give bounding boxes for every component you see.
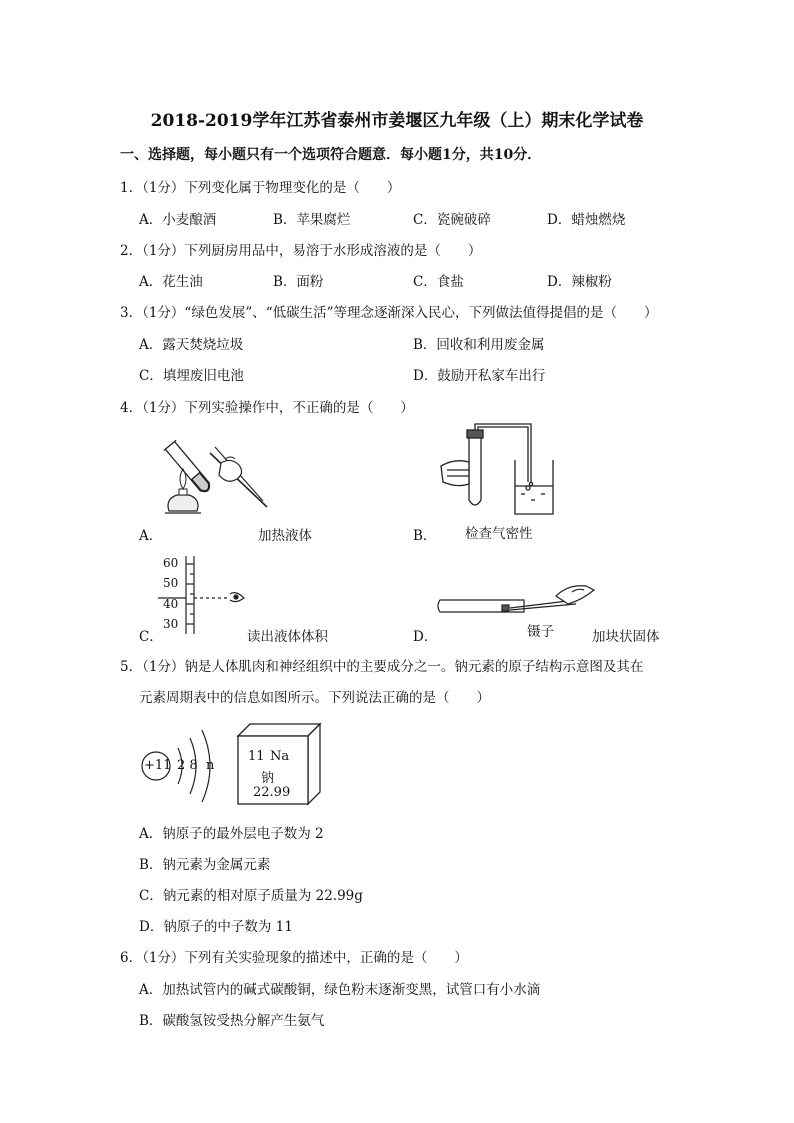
cell-symbol: Na [270,749,290,764]
q1-option-b: B．苹果腐烂 [273,212,351,228]
q4-d-tool-label: 镊子 [527,624,554,640]
q6-option-a: A．加热试管内的碱式碳酸铜，绿色粉末逐渐变黑，试管口有小水滴 [139,982,541,998]
q4-a-caption: 加热液体 [258,528,312,544]
q2-option-c: C．食盐 [413,274,464,290]
cell-atomic-mass: 22.99 [253,785,291,800]
q3-option-b: B．回收和利用废金属 [413,337,545,353]
q4-b-letter: B． [413,528,437,544]
q5-option-c: C．钠元素的相对原子质量为 22.99g [139,888,363,904]
q4-c-letter: C． [139,629,163,645]
nucleus-charge: +11 [144,758,172,773]
q2-stem: 2．（1分）下列厨房用品中，易溶于水形成溶液的是（ ） [120,243,482,259]
q5-stem-line2: 元素周期表中的信息如图所示。下列说法正确的是（ ） [139,690,490,706]
q4-stem: 4．（1分）下列实验操作中，不正确的是（ ） [120,400,414,416]
tick-40: 40 [163,597,179,611]
q5-option-d: D．钠原子的中子数为 11 [139,919,293,935]
tick-60: 60 [163,556,179,570]
electron-shells: 2 8 n [177,758,215,773]
cell-element-name: 钠 [261,771,275,786]
page-title: 2018-2019学年江苏省泰州市姜堰区九年级（上）期末化学试卷 [150,111,644,131]
heating-liquid-figure [155,425,275,525]
q4-d-caption: 加块状固体 [592,629,660,645]
q1-option-a: A．小麦酿酒 [139,212,217,228]
q1-option-d: D．蜡烛燃烧 [547,212,626,228]
q5-option-a: A．钠原子的最外层电子数为 2 [139,826,324,842]
q4-a-letter: A． [139,528,163,544]
q2-option-a: A．花生油 [139,274,203,290]
tick-50: 50 [163,576,179,590]
q3-stem: 3．（1分）“绿色发展”、“低碳生活”等理念逐渐深入民心，下列做法值得提倡的是（ ） [120,305,658,321]
q5-stem-line1: 5．（1分）钠是人体肌肉和神经组织中的主要成分之一。钠元素的原子结构示意图及其在 [120,659,644,675]
q3-option-a: A．露天焚烧垃圾 [139,337,244,353]
airtightness-figure [435,422,565,520]
q2-option-b: B．面粉 [273,274,324,290]
q6-stem: 6．（1分）下列有关实验现象的描述中，正确的是（ ） [120,950,468,966]
q6-option-b: B．碳酸氢铵受热分解产生氨气 [139,1013,325,1029]
q4-d-letter: D． [413,629,438,645]
q4-c-caption: 读出液体体积 [247,629,328,645]
q5-option-b: B．钠元素为金属元素 [139,857,271,873]
adding-solid-figure [436,582,596,622]
q2-option-d: D．辣椒粉 [547,274,612,290]
q3-option-c: C．填埋废旧电池 [139,368,244,384]
section-heading: 一、选择题，每小题只有一个选项符合题意．每小题1分，共10分． [120,147,542,163]
cell-atomic-number: 11 [248,749,265,764]
tick-30: 30 [163,617,179,631]
q3-option-d: D．鼓励开私家车出行 [413,368,546,384]
q4-b-caption: 检查气密性 [465,526,533,542]
q1-option-c: C．瓷碗破碎 [413,212,491,228]
q1-stem: 1．（1分）下列变化属于物理变化的是（ ） [120,180,401,196]
